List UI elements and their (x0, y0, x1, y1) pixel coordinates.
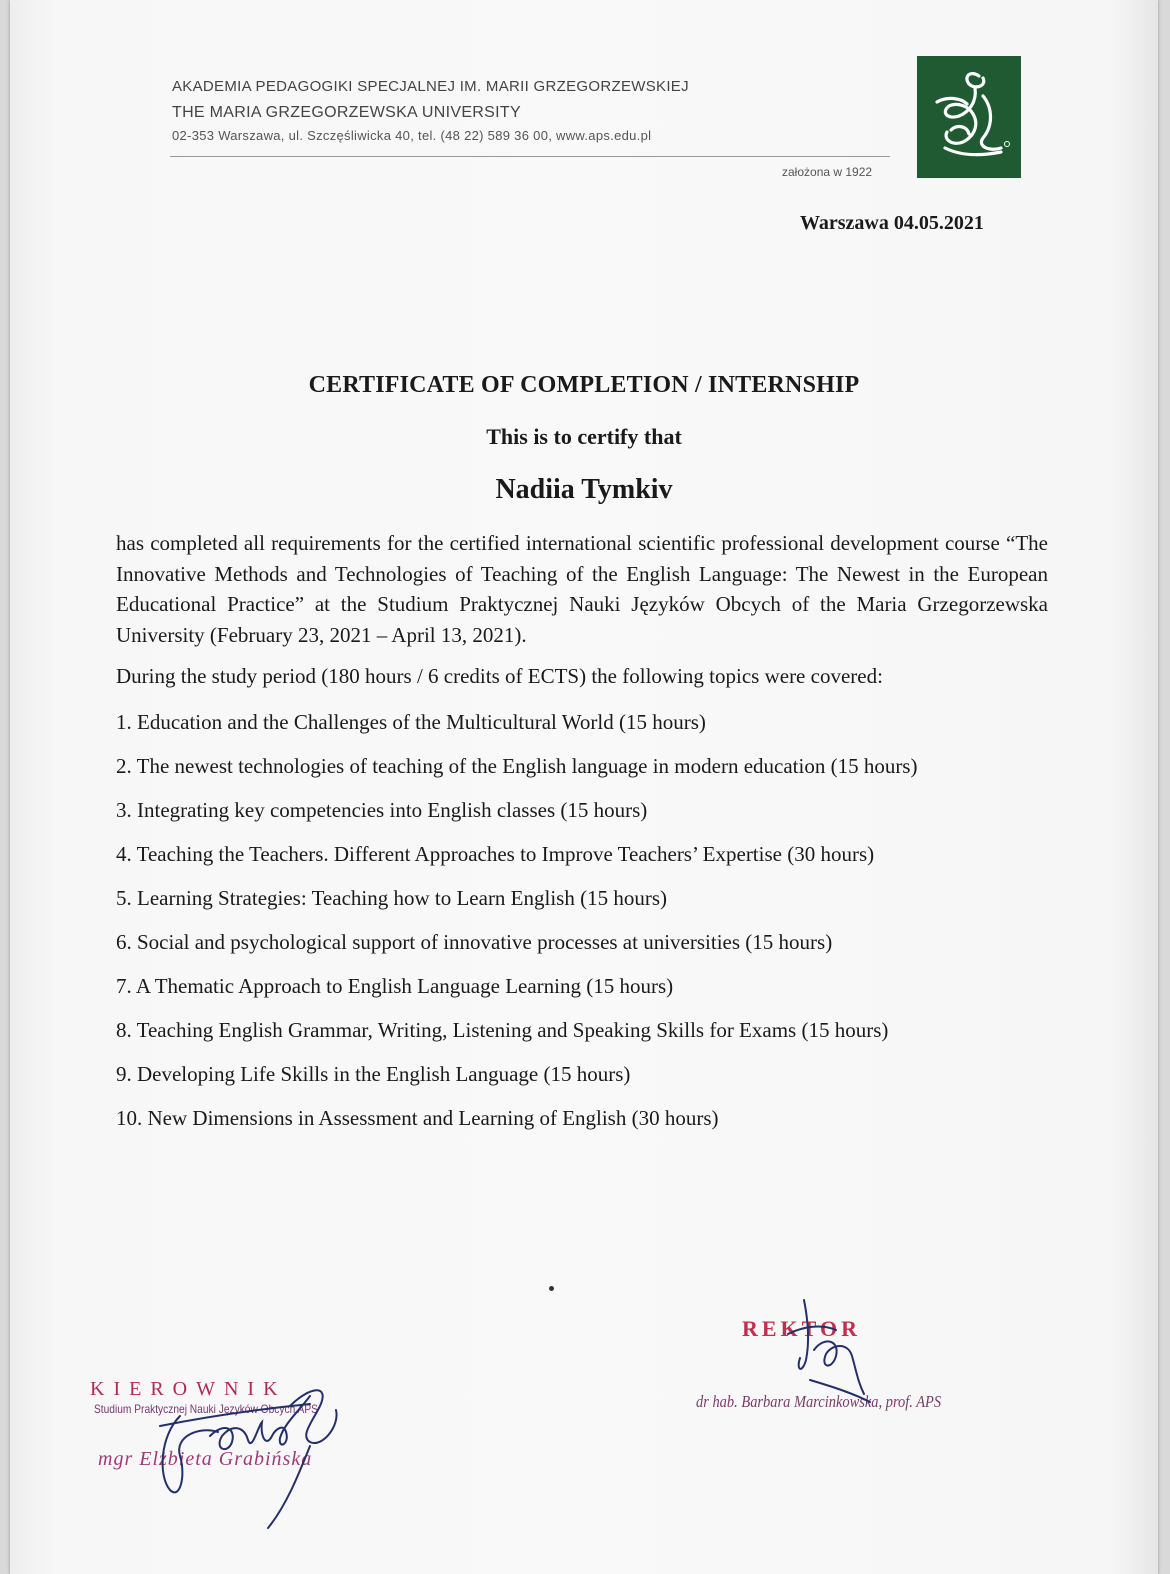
university-logo-icon (917, 56, 1021, 178)
topic-item: 1. Education and the Challenges of the Multicultural World (15 hours) (116, 710, 706, 734)
header-divider (170, 156, 890, 157)
university-logo (917, 56, 1021, 178)
university-name-polish: AKADEMIA PEDAGOGIKI SPECJALNEJ IM. MARII GRZEGORZEWSKIEJ (172, 78, 689, 95)
topic-item: 6. Social and psychological support of innovative processes at universities (15 hours) (116, 930, 833, 954)
issue-date: Warszawa 04.05.2021 (800, 212, 984, 234)
certify-line: This is to certify that (486, 424, 682, 449)
certificate-title: CERTIFICATE OF COMPLETION / INTERNSHIP (308, 372, 860, 398)
founded-note: założona w 1922 (782, 165, 873, 179)
topic-item: 3. Integrating key competencies into English classes (15 hours) (116, 798, 648, 822)
certificate-page (10, 0, 1158, 1574)
university-name-english: THE MARIA GRZEGORZEWSKA UNIVERSITY (172, 104, 521, 121)
ink-dot (549, 1286, 554, 1291)
topic-item: 5. Learning Strategies: Teaching how to Learn English (15 hours) (116, 886, 668, 910)
course-description: has completed all requirements for the certified international scientific professional development course “The Innovative Methods and Technologies of Teaching of the English Language: The Newest in the European Educational Practice” at the Studium Praktycznej Nauki Języków Obcych of the Maria Grzegorzewska University (February 23, 2021 – April 13, 2021). (116, 531, 1048, 647)
topics-list (116, 708, 917, 1148)
study-period-intro: During the study period (180 hours / 6 credits of ECTS) the following topics were covered: (116, 664, 883, 688)
director-stamp-unit: Studium Praktycznej Nauki Języków Obcych APS (94, 1402, 318, 1416)
topic-item: 10. New Dimensions in Assessment and Learning of English (30 hours) (116, 1106, 719, 1130)
topic-item: 2. The newest technologies of teaching of the English language in modern education (15 hours) (116, 754, 918, 778)
topic-item: 9. Developing Life Skills in the English Language (15 hours) (116, 1062, 631, 1086)
recipient-name: Nadiia Tymkiv (495, 474, 673, 505)
director-stamp-role: KIEROWNIK (90, 1378, 287, 1400)
topic-item: 4. Teaching the Teachers. Different Approaches to Improve Teachers’ Expertise (30 hours) (116, 842, 875, 866)
university-address: 02-353 Warszawa, ul. Szczęśliwicka 40, tel. (48 22) 589 36 00, www.aps.edu.pl (172, 128, 652, 143)
rector-stamp-role: REKTOR (742, 1316, 861, 1341)
topic-item: 7. A Thematic Approach to English Language Learning (15 hours) (116, 974, 674, 998)
director-stamp-person: mgr Elżbieta Grabińska (98, 1448, 313, 1470)
rector-stamp-person: dr hab. Barbara Marcinkowska, prof. APS (696, 1392, 942, 1411)
topic-item: 8. Teaching English Grammar, Writing, Listening and Speaking Skills for Exams (15 hours) (116, 1018, 889, 1042)
